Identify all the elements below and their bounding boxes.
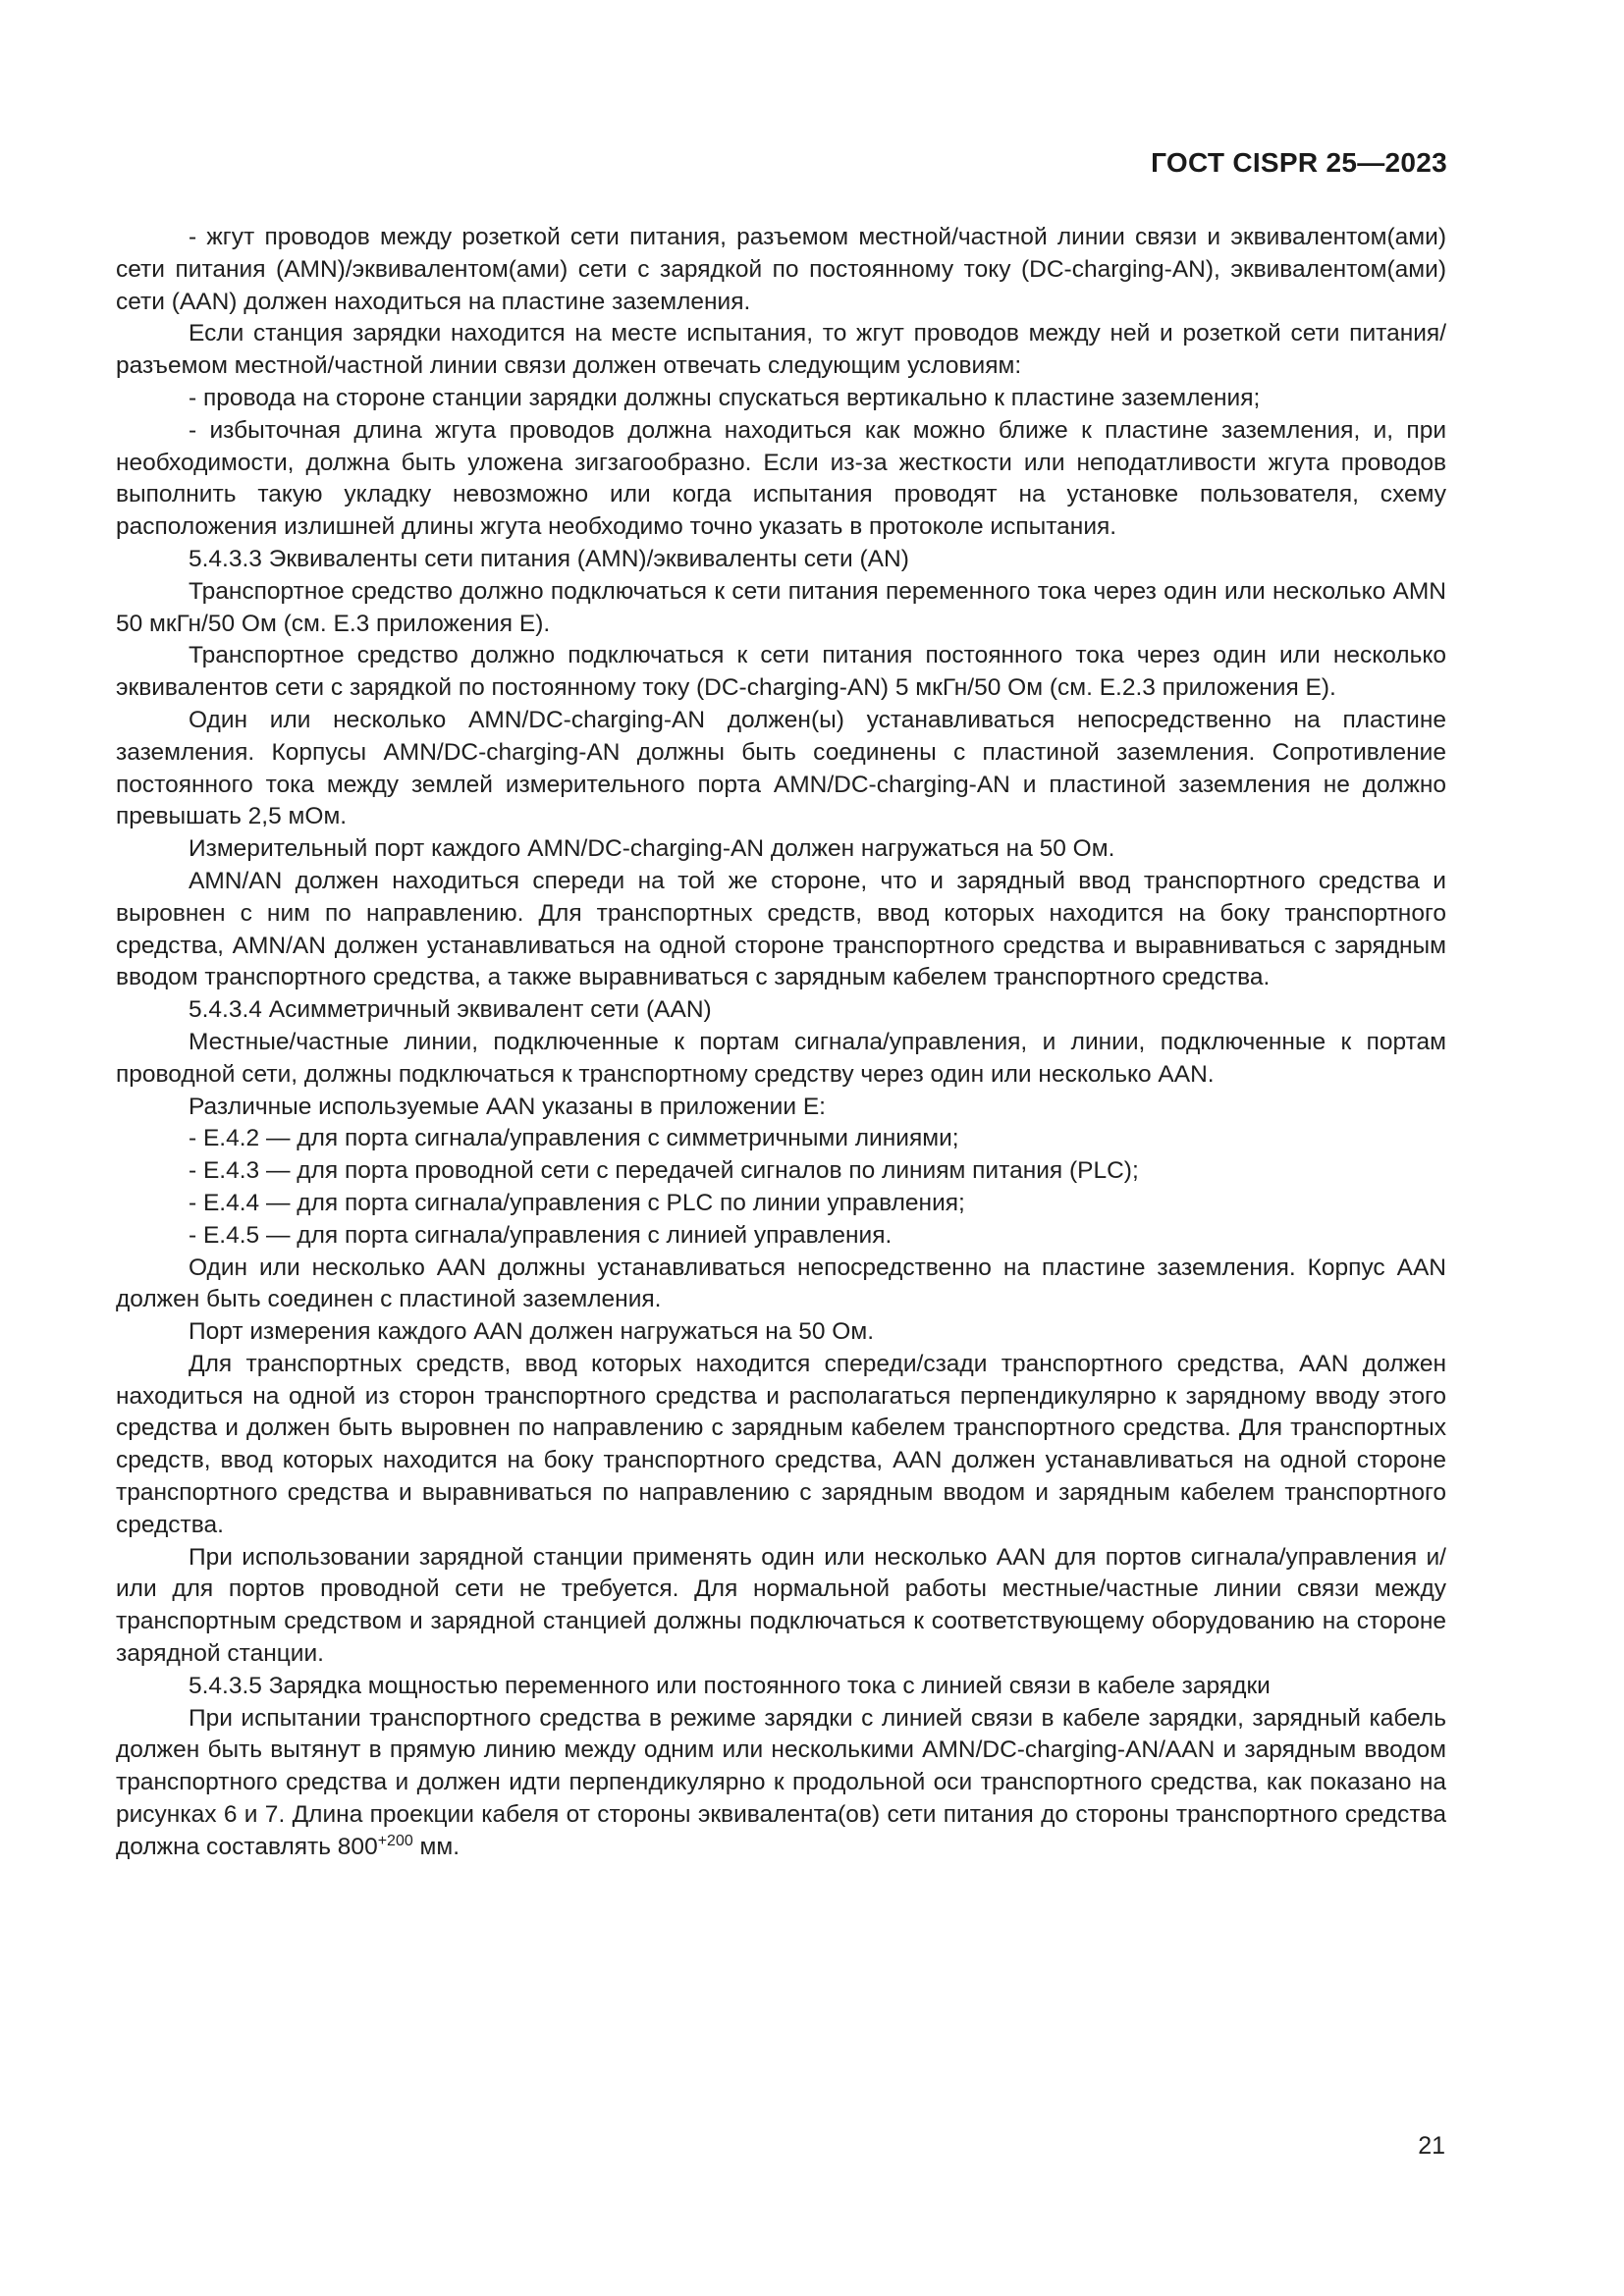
paragraph-last xyxy=(116,1703,1446,1864)
paragraph: Транспортное средство должно подключаться к сети питания переменного тока через один или несколько AMN 50 мкГн/50 Ом (см. Е.3 приложения Е). xyxy=(116,577,1446,637)
list-item: - избыточная длина жгута проводов должна находиться как можно ближе к пластине заземления, и, при необходимости, должна быть уложена зигзагообразно. Если из-за жесткости или неподатливости жгута проводов выполнить такую укладку невозможно или когда испытания проводят на установке пользователя, схему расположения излишней длины жгута необходимо точно указать в протоколе испытания. xyxy=(116,416,1446,541)
paragraph: Различные используемые AAN указаны в приложении Е: xyxy=(189,1093,826,1120)
document-code-header: ГОСТ CISPR 25—2023 xyxy=(1151,147,1447,178)
unit-text: мм. xyxy=(412,1833,460,1860)
paragraph: Один или несколько AAN должны устанавливаться непосредственно на пластине заземления. Корпус AAN должен быть соединен с пластиной заземления. xyxy=(116,1254,1446,1313)
paragraph-text: При испытании транспортного средства в режиме зарядки с линией связи в кабеле зарядки, зарядный кабель должен быть вытянут в прямую линию между одним или несколькими AMN/DC-charging-AN/AAN и зарядным вводом транспортного средства и должен идти перпендикулярно к продольной оси транспортного средства, как показано на рисунках 6 и 7. Длина проекции кабеля от стороны эквивалента(ов) сети питания до стороны транспортного средства должна составлять 800 xyxy=(116,1704,1446,1860)
superscript-tolerance: +200 xyxy=(377,1832,413,1849)
section-heading-5-4-3-4: 5.4.3.4 Асимметричный эквивалент сети (AAN) xyxy=(189,996,712,1024)
paragraph: Измерительный порт каждого AMN/DC-charging-AN должен нагружаться на 50 Ом. xyxy=(189,835,1115,863)
list-item: - жгут проводов между розеткой сети питания, разъемом местной/частной линии связи и эквивалентом(ами) сети питания (AMN)/эквивалентом(ами) сети с зарядкой по постоянному току (DC-charging-AN), эквивалентом(ами) сети (AAN) должен находиться на пластине заземления. xyxy=(116,224,1446,315)
list-item: - провода на стороне станции зарядки должны спускаться вертикально к пластине заземления; xyxy=(189,384,1261,411)
document-body xyxy=(116,222,1446,1864)
list-item: - Е.4.3 — для порта проводной сети с передачей сигналов по линиям питания (PLC); xyxy=(189,1157,1139,1185)
paragraph: Если станция зарядки находится на месте испытания, то жгут проводов между ней и розеткой сети питания/разъемом местной/частной линии связи должен отвечать следующим условиям: xyxy=(116,320,1446,380)
list-item: - Е.4.4 — для порта сигнала/управления с PLC по линии управления; xyxy=(189,1189,965,1216)
page-number: 21 xyxy=(1418,2132,1445,2160)
paragraph: Порт измерения каждого AAN должен нагружаться на 50 Ом. xyxy=(189,1318,874,1346)
paragraph: При использовании зарядной станции применять один или несколько AAN для портов сигнала/управления и/или для портов проводной сети не требуется. Для нормальной работы местные/частные линии связи между транспортным средством и зарядной станцией должны подключаться к соответствующему оборудованию на стороне зарядной станции. xyxy=(116,1543,1446,1668)
section-heading-5-4-3-3: 5.4.3.3 Эквиваленты сети питания (AMN)/эквиваленты сети (AN) xyxy=(189,545,909,572)
paragraph: Местные/частные линии, подключенные к портам сигнала/управления, и линии, подключенные к портам проводной сети, должны подключаться к транспортному средству через один или несколько AAN. xyxy=(116,1028,1446,1088)
section-heading-5-4-3-5: 5.4.3.5 Зарядка мощностью переменного или постоянного тока с линией связи в кабеле зарядки xyxy=(189,1672,1271,1699)
list-item: - Е.4.2 — для порта сигнала/управления с симметричными линиями; xyxy=(189,1125,959,1152)
paragraph: Транспортное средство должно подключаться к сети питания постоянного тока через один или несколько эквивалентов сети с зарядкой по постоянному току (DC-charging-AN) 5 мкГн/50 Ом (см. Е.2.3 приложения Е). xyxy=(116,642,1446,702)
list-item: - Е.4.5 — для порта сигнала/управления с линией управления. xyxy=(189,1221,893,1249)
paragraph: Один или несколько AMN/DC-charging-AN должен(ы) устанавливаться непосредственно на пластине заземления. Корпусы AMN/DC-charging-AN должны быть соединены с пластиной заземления. Сопротивление постоянного тока между землей измерительного порта AMN/DC-charging-AN и пластиной заземления не должно превышать 2,5 мОм. xyxy=(116,706,1446,830)
paragraph: Для транспортных средств, ввод которых находится спереди/сзади транспортного средства, AAN должен находиться на одной из сторон транспортного средства и располагаться перпендикулярно к зарядному вводу этого средства и должен быть выровнен по направлению с зарядным кабелем транспортного средства. Для транспортных средств, ввод которых находится на боку транспортного средства, AAN должен устанавливаться на одной стороне транспортного средства и выравниваться по направлению с зарядным вводом и зарядным кабелем транспортного средства. xyxy=(116,1350,1446,1538)
paragraph: AMN/AN должен находиться спереди на той же стороне, что и зарядный ввод транспортного средства и выровнен с ним по направлению. Для транспортных средств, ввод которых находится на боку транспортного средства, AMN/AN должен устанавливаться на одной стороне транспортного средства и выравниваться с зарядным вводом транспортного средства, а также выравниваться с зарядным кабелем транспортного средства. xyxy=(116,867,1446,991)
